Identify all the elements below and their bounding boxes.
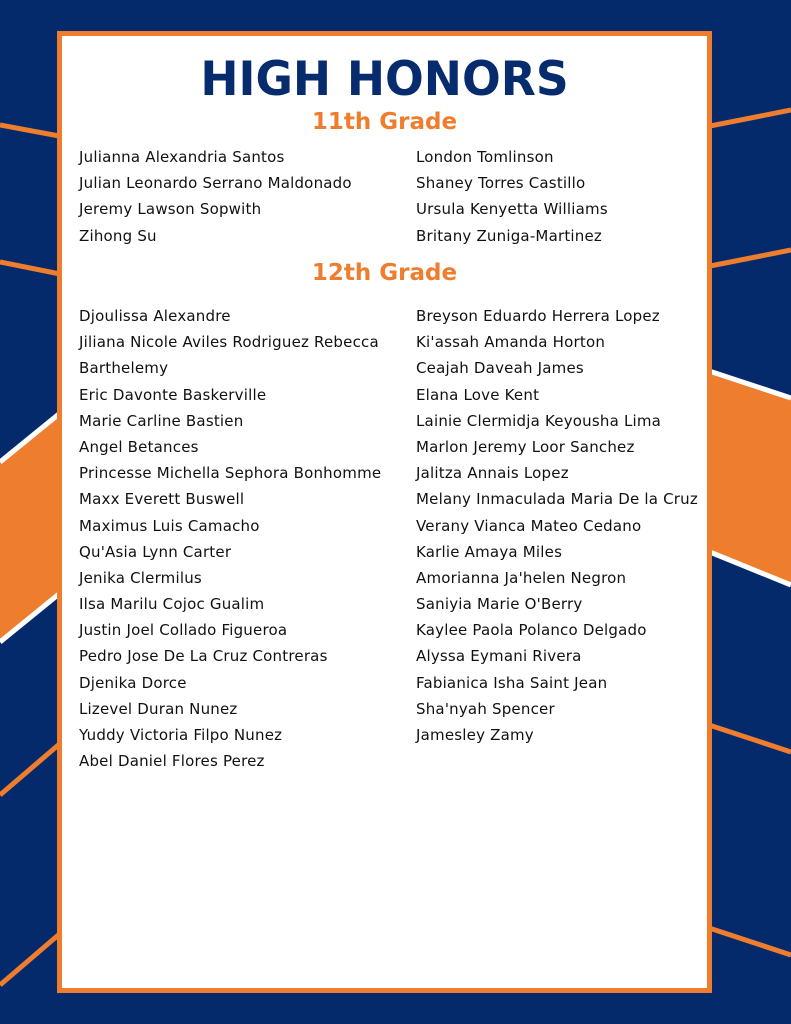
student-name: Breyson Eduardo Herrera Lopez: [416, 307, 660, 325]
student-name: Verany Vianca Mateo Cedano: [416, 516, 642, 535]
student-name: Britany Zuniga-Martinez: [416, 226, 602, 245]
student-name: Shaney Torres Castillo: [416, 174, 586, 193]
student-name: Julianna Alexandria Santos: [79, 148, 285, 166]
grade-12-list-left: [79, 303, 381, 774]
page-title: HIGH HONORS: [200, 52, 569, 107]
student-name: London Tomlinson: [416, 148, 554, 166]
student-name: Barthelemy: [79, 359, 169, 378]
student-name: Sha'nyah Spencer: [416, 699, 555, 718]
student-name: Melany Inmaculada Maria De la Cruz: [416, 490, 698, 509]
student-name: Marlon Jeremy Loor Sanchez: [416, 437, 635, 456]
grade-11-list-right: [416, 144, 608, 249]
honors-card: [57, 31, 712, 993]
student-name: Ki'assah Amanda Horton: [416, 333, 606, 352]
student-name: Justin Joel Collado Figueroa: [79, 621, 288, 640]
student-name: Yuddy Victoria Filpo Nunez: [79, 726, 283, 744]
student-name: Alyssa Eymani Rivera: [416, 647, 582, 666]
student-name: Djoulissa Alexandre: [79, 307, 231, 325]
grade-12-list-right: [416, 303, 698, 748]
student-name: Zihong Su: [79, 226, 157, 245]
student-name: Jamesley Zamy: [416, 726, 534, 744]
student-name: Amorianna Ja'helen Negron: [416, 568, 627, 587]
student-name: Maximus Luis Camacho: [79, 516, 260, 535]
student-name: Marie Carline Bastien: [79, 411, 244, 430]
student-name: Ceajah Daveah James: [416, 359, 584, 378]
grade-12-heading: 12th Grade: [311, 260, 458, 286]
student-name: Jenika Clermilus: [79, 568, 202, 587]
student-name: Jiliana Nicole Aviles Rodriguez Rebecca: [79, 333, 379, 352]
student-name: Karlie Amaya Miles: [416, 542, 563, 561]
student-name: Qu'Asia Lynn Carter: [79, 542, 232, 561]
student-name: Pedro Jose De La Cruz Contreras: [79, 647, 328, 666]
student-name: Ursula Kenyetta Williams: [416, 200, 608, 219]
grade-11-heading: 11th Grade: [311, 109, 458, 135]
student-name: Lizevel Duran Nunez: [79, 699, 238, 718]
student-name: Angel Betances: [79, 437, 199, 456]
student-name: Fabianica Isha Saint Jean: [416, 673, 608, 692]
grade-11-list-left: [79, 144, 352, 249]
student-name: Kaylee Paola Polanco Delgado: [416, 621, 647, 640]
student-name: Princesse Michella Sephora Bonhomme: [79, 464, 382, 483]
student-name: Djenika Dorce: [79, 673, 187, 692]
student-name: Ilsa Marilu Cojoc Gualim: [79, 595, 265, 614]
student-name: Saniyia Marie O'Berry: [416, 595, 583, 614]
student-name: Elana Love Kent: [416, 385, 540, 404]
student-name: Eric Davonte Baskerville: [79, 385, 267, 404]
student-name: Abel Daniel Flores Perez: [79, 752, 265, 771]
student-name: Lainie Clermidja Keyousha Lima: [416, 411, 662, 430]
student-name: Maxx Everett Buswell: [79, 490, 245, 509]
student-name: Jeremy Lawson Sopwith: [79, 200, 262, 219]
student-name: Julian Leonardo Serrano Maldonado: [79, 174, 352, 193]
student-name: Jalitza Annais Lopez: [416, 464, 569, 483]
